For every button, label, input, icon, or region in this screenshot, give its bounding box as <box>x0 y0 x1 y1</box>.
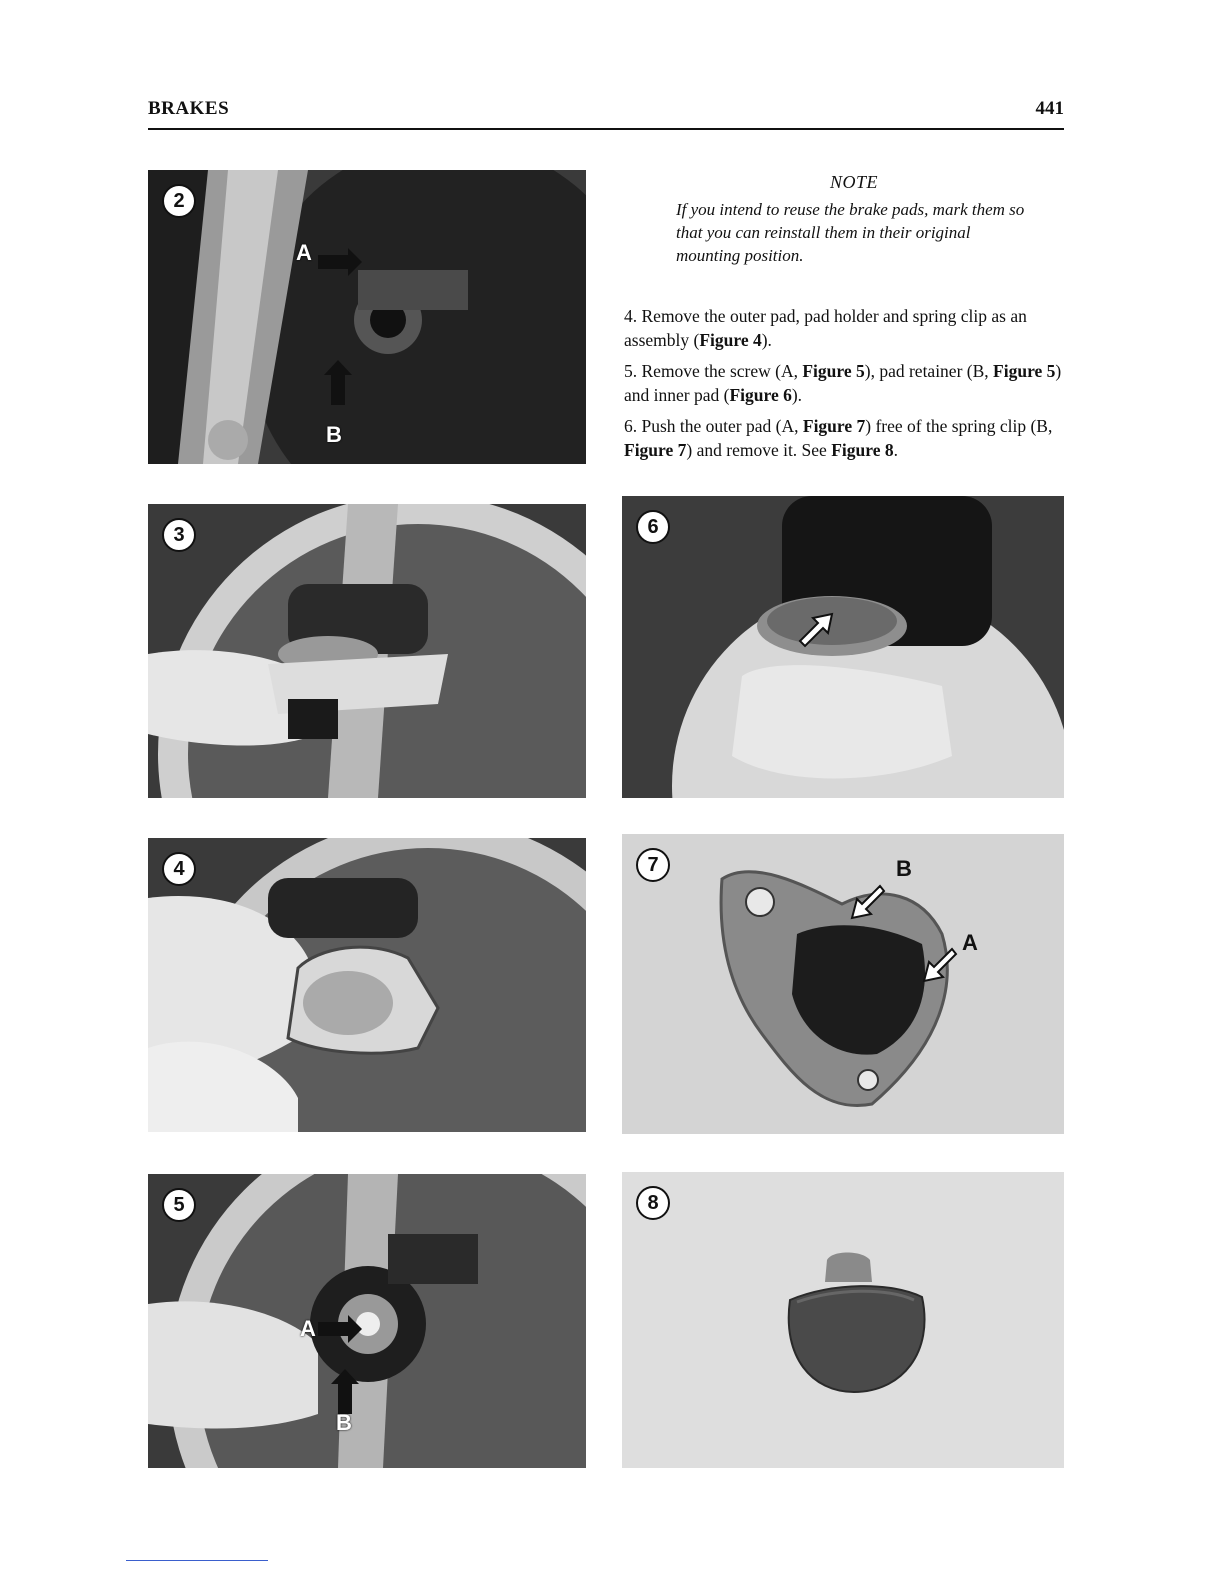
figure-2-image <box>148 170 586 464</box>
note-body: If you intend to reuse the brake pads, mark them so that you can reinstall them in their original mounting position. <box>676 200 1025 265</box>
step-4: 4. Remove the outer pad, pad holder and spring clip as an assembly (Figure 4). <box>624 306 1027 350</box>
figure-8-photo <box>622 1172 1064 1468</box>
figure-8-image <box>622 1172 1064 1468</box>
figure-5-image <box>148 1174 586 1468</box>
procedure-steps <box>624 304 1066 469</box>
page-header <box>148 96 1064 130</box>
step-5: 5. Remove the screw (A, Figure 5), pad retainer (B, Figure 5) and inner pad (Figure 6). <box>624 361 1062 405</box>
figure-3-number-badge: 3 <box>162 518 196 552</box>
figure-7-callout-a: A <box>962 930 978 955</box>
figure-2-callout-a: A <box>296 240 312 265</box>
figure-7-photo <box>622 834 1064 1134</box>
figure-2-number-badge: 2 <box>162 184 196 218</box>
figure-3-image <box>148 504 586 798</box>
figure-3-photo <box>148 504 586 798</box>
figure-5-number-badge: 5 <box>162 1188 196 1222</box>
step-6: 6. Push the outer pad (A, Figure 7) free of the spring clip (B, Figure 7) and remove it. See Figure 8. <box>624 416 1053 460</box>
figure-6-image <box>622 496 1064 798</box>
page-number: 441 <box>1035 98 1064 119</box>
figure-4-image <box>148 838 586 1132</box>
figure-5-photo <box>148 1174 586 1468</box>
figure-2-photo <box>148 170 586 464</box>
figure-5-callout-b: B <box>336 1410 352 1435</box>
figure-5-callout-a: A <box>300 1316 316 1341</box>
note-title: NOTE <box>829 172 878 192</box>
section-title: BRAKES <box>148 98 230 119</box>
footer-rule <box>126 1560 268 1561</box>
figure-8-number-badge: 8 <box>636 1186 670 1220</box>
figure-6-photo <box>622 496 1064 798</box>
figure-4-number-badge: 4 <box>162 852 196 886</box>
figure-2-callout-b: B <box>326 422 342 447</box>
figure-7-number-badge: 7 <box>636 848 670 882</box>
figure-6-number-badge: 6 <box>636 510 670 544</box>
figure-7-callout-b: B <box>896 856 912 881</box>
figure-7-image <box>622 834 1064 1134</box>
figure-4-photo <box>148 838 586 1132</box>
